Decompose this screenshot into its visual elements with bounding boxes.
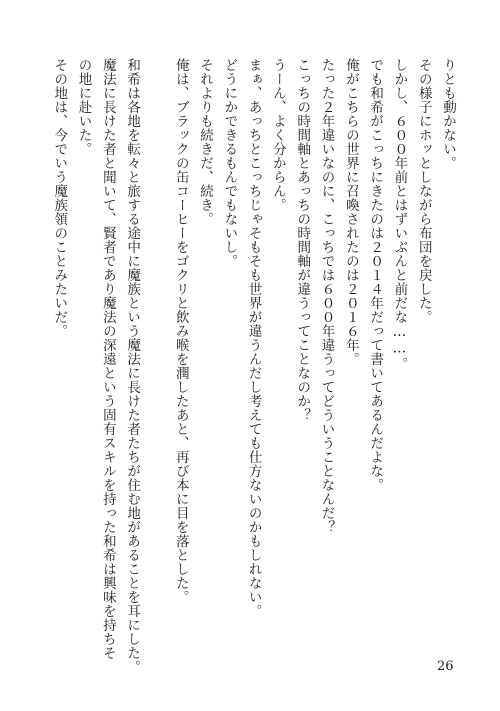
text-line: 和希は各地を転々と旅する途中に魔族という魔法に長けた者たちが住む地があることを耳にした。: [124, 58, 141, 674]
text-line: 俺がこちらの世界に召喚されたのは２０１６年。: [342, 58, 359, 366]
text-line: 魔法に長けた者と聞いて、賢者であり魔法の深遠という固有スキルを持った和希は興味を持ちそ: [99, 58, 116, 660]
text-line: りとも動かない。: [440, 58, 456, 170]
page-number: 26: [437, 659, 454, 674]
text-line: しかし、６００年前とはずいぶんと前だな……。: [391, 58, 408, 371]
text-line: 俺は、ブラックの缶コーヒーをゴクリと飲み喉を潤したあと、再び本に目を落とした。: [172, 58, 189, 604]
text-line: それよりも続きだ、続き。: [197, 58, 214, 226]
text-line: うーん、よく分からん。: [269, 58, 286, 212]
text-line: まぁ、あっちとこっちじゃそもそも世界が違うんだし考えても仕方ないのかもしれない。: [245, 58, 262, 618]
text-line: こっちの時間軸とあっちの時間軸が違うってことなのか？: [294, 58, 311, 422]
text-line: でも和希がこっちにきたのは２０１４年だって書いてあるんだよな。: [367, 58, 384, 492]
text-line: その様子にホッとしながら布団を戻した。: [415, 58, 432, 324]
text-line: その地は、今でいう魔族領のことみたいだ。: [51, 58, 68, 338]
text-line: たった２年違いなのに、こっちでは６００年違うってどういうことなんだ？: [318, 58, 335, 534]
blank-line: [144, 58, 168, 633]
text-line: どうにかできるもんでもないし。: [221, 58, 238, 268]
text-line: の地に赴いた。: [75, 58, 92, 156]
